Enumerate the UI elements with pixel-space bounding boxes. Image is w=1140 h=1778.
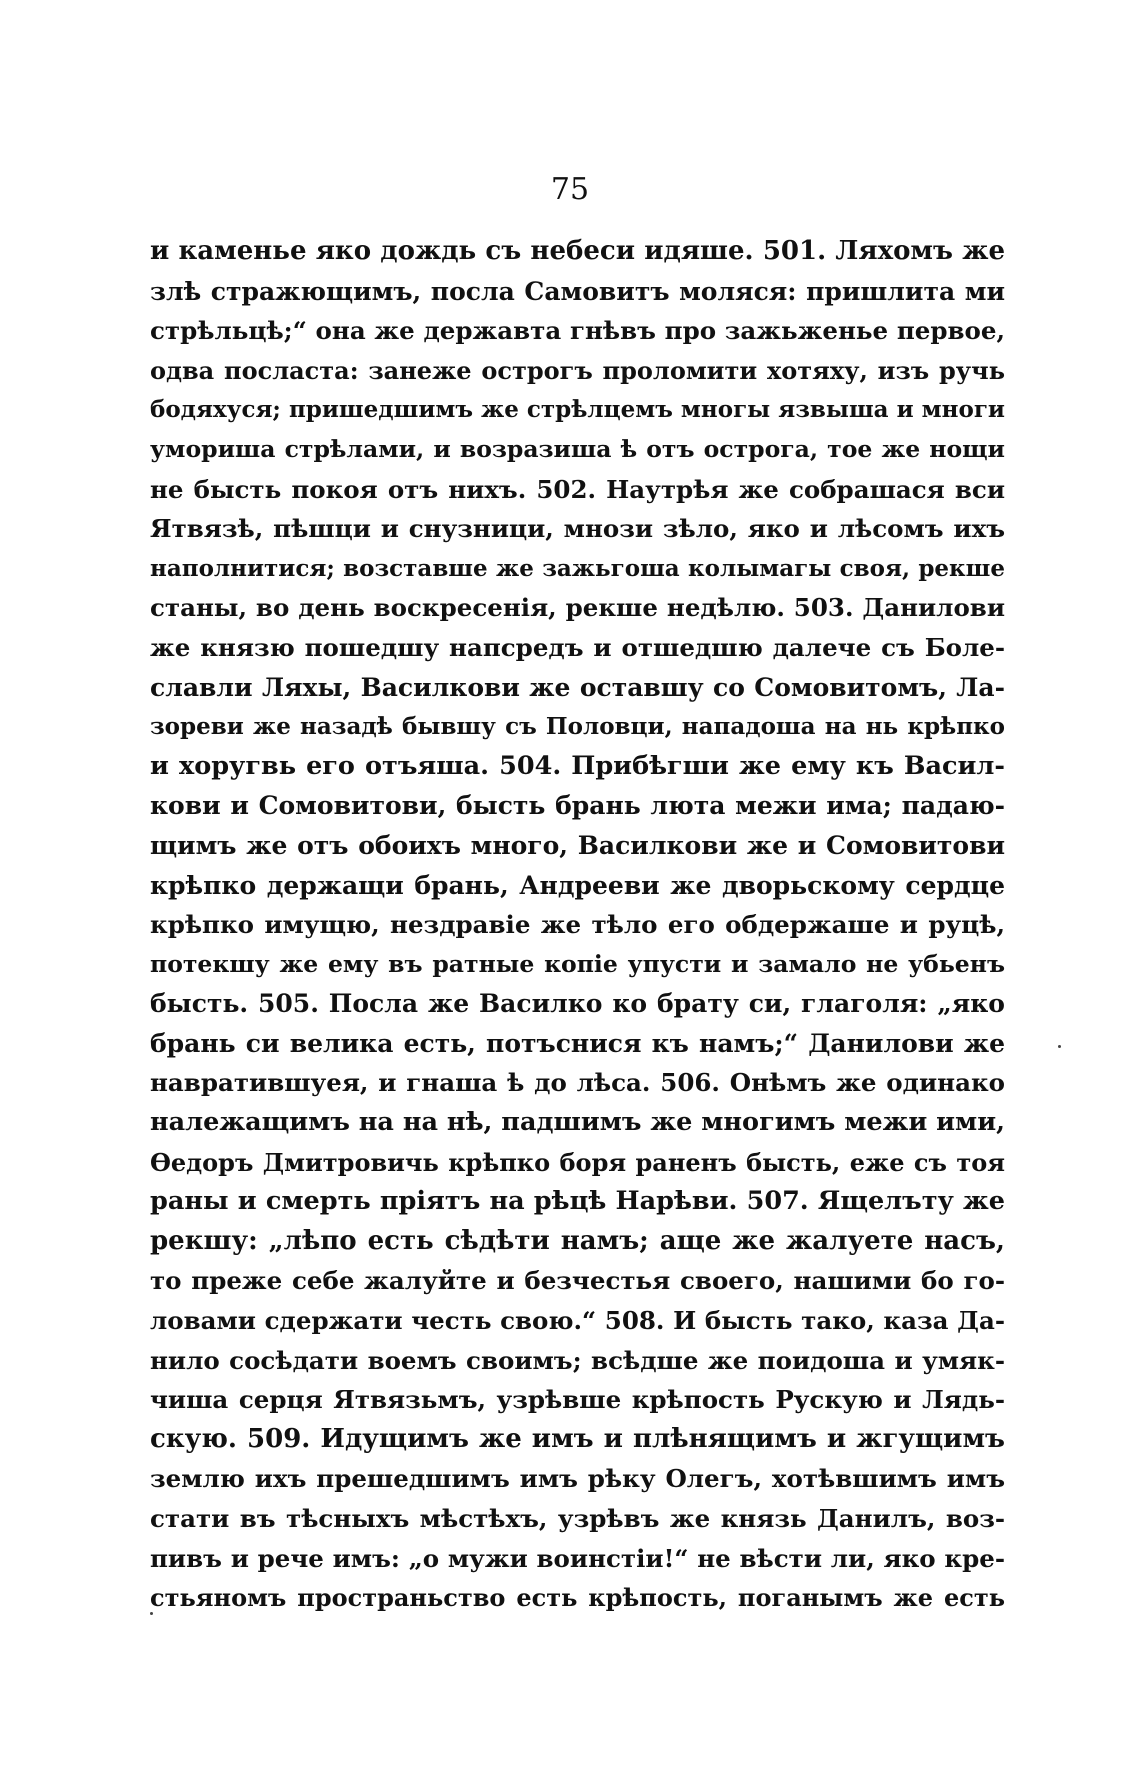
- text-line: умориша стрѣлами, и возразиша ѣ отъ острога, тое же нощи: [150, 434, 1005, 463]
- print-speck: [150, 1612, 153, 1615]
- text-line: крѣпко имущю, нездравіе же тѣло его обдержаше и руцѣ,: [150, 910, 1005, 940]
- text-line: навратившуея, и гнаша ѣ до лѣса. 506. Онѣмъ же одинако: [150, 1068, 1005, 1098]
- text-line: потекшу же ему въ ратные копіе упусти и замало не убьенъ: [150, 949, 1005, 978]
- text-line: брань си велика есть, потъснися къ намъ;“ Данилови же: [150, 1028, 1005, 1058]
- text-line: щимъ же отъ обоихъ много, Василкови же и Сомовитови: [150, 830, 1005, 860]
- text-line: стати въ тѣсныхъ мѣстѣхъ, узрѣвъ же князь Данилъ, воз-: [150, 1504, 1005, 1533]
- text-line: належащимъ на на нѣ, падшимъ же многимъ межи ими,: [150, 1107, 1005, 1138]
- body-text: [150, 232, 1005, 1618]
- page-number: 75: [550, 172, 590, 207]
- text-line: то преже себе жалуйте и безчестья своего, нашими бо го-: [150, 1266, 1005, 1296]
- text-line: нило сосѣдати воемъ своимъ; всѣдше же поидоша и умяк-: [150, 1345, 1005, 1375]
- text-line: злѣ стражющимъ, посла Самовитъ моляся: пришлита ми: [150, 276, 1005, 306]
- text-line: раны и смерть пріятъ на рѣцѣ Нарѣви. 507. Ящелъту же: [150, 1186, 1005, 1217]
- text-line: Ѳедоръ Дмитровичь крѣпко боря раненъ бысть, еже съ тоя: [150, 1147, 1005, 1177]
- text-line: бысть. 505. Посла же Василко ко брату си, глаголя: „яко: [150, 989, 1005, 1019]
- text-line: же князю пошедшу напсредъ и отшедшю далече съ Боле-: [150, 632, 1005, 662]
- text-line: Ятвязѣ, пѣшци и снузници, мнози зѣло, яко и лѣсомъ ихъ: [150, 514, 1005, 544]
- print-speck: [1058, 1045, 1061, 1048]
- text-line: зореви же назадѣ бывшу съ Половци, нападоша на нь крѣпко: [150, 713, 1005, 741]
- text-line: чиша серця Ятвязьмъ, узрѣвше крѣпость Рускую и Лядь-: [150, 1385, 1005, 1415]
- text-line: крѣпко держащи брань, Андрееви же дворьскому сердце: [150, 870, 1005, 900]
- text-line: наполнитися; возставше же зажьгоша колымагы своя, рекше: [150, 554, 1005, 582]
- text-line: рекшу: „лѣпо есть сѣдѣти намъ; аще же жалуете насъ,: [150, 1225, 1005, 1256]
- text-line: станы, во день воскресенія, рекше недѣлю. 503. Данилови: [150, 593, 1005, 623]
- text-line: не бысть покоя отъ нихъ. 502. Наутрѣя же собрашася вси: [150, 474, 1005, 504]
- text-line: стьяномъ пространьство есть крѣпость, поганымъ же есть: [150, 1583, 1005, 1613]
- text-line: скую. 509. Идущимъ же имъ и плѣнящимъ и жгущимъ: [150, 1423, 1005, 1454]
- text-line: землю ихъ прешедшимъ имъ рѣку Олегъ, хотѣвшимъ имъ: [150, 1464, 1005, 1494]
- text-line: стрѣльцѣ;“ она же державта гнѣвъ про зажьженье первое,: [150, 316, 1005, 346]
- text-line: и каменье яко дождь съ небеси идяше. 501. Ляхомъ же: [150, 236, 1005, 266]
- text-line: и хоругвь его отъяша. 504. Прибѣгши же ему къ Васил-: [150, 750, 1005, 781]
- text-line: пивъ и рече имъ: „о мужи воинстіи!“ не вѣсти ли, яко кре-: [150, 1543, 1005, 1573]
- text-line: одва посласта: занеже острогъ проломити хотяху, изъ ручь: [150, 355, 1005, 385]
- text-line: бодяхуся; пришедшимъ же стрѣлцемъ многы язвыша и многи: [150, 396, 1005, 424]
- text-line: славли Ляхы, Василкови же оставшу со Сомовитомъ, Ла-: [150, 672, 1005, 702]
- text-line: кови и Сомовитови, бысть брань люта межи има; падаю-: [150, 791, 1005, 821]
- text-line: ловами сдержати честь свою.“ 508. И бысть тако, каза Да-: [150, 1306, 1005, 1336]
